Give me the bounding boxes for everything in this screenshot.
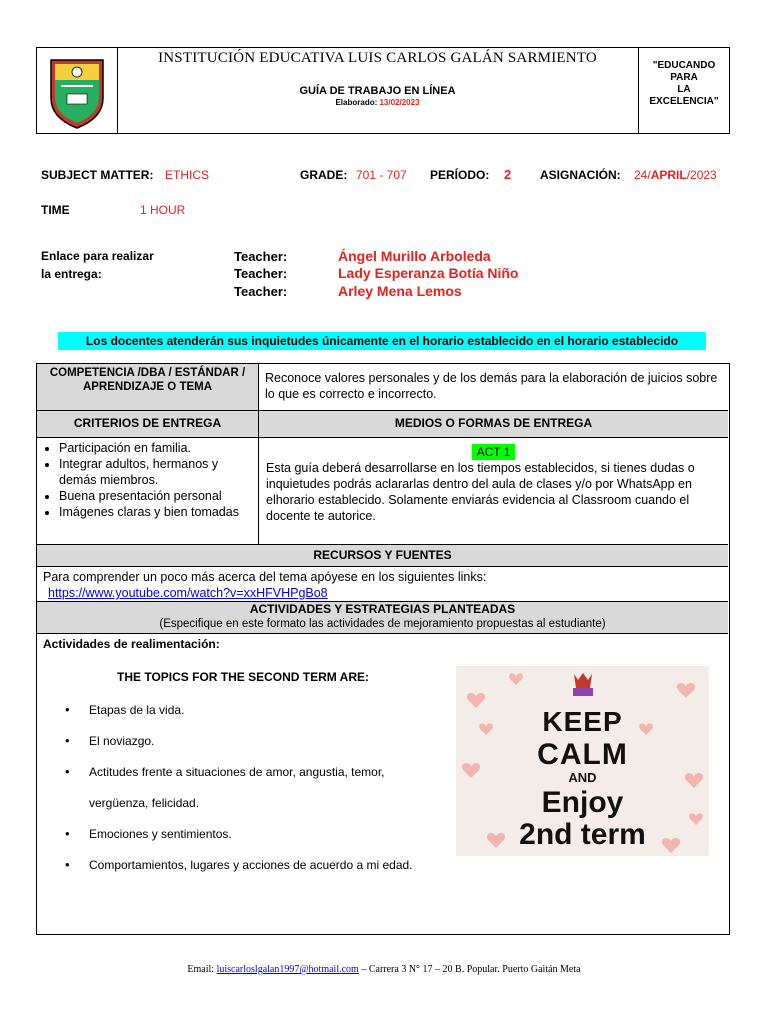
list-item: vergüenza, felicidad. bbox=[89, 796, 200, 810]
act-label-wrap bbox=[266, 444, 721, 460]
poster-line: Enjoy bbox=[541, 786, 624, 819]
schedule-notice: Los docentes atenderán sus inquietudes únicamente en el horario establecido en el horario establecido bbox=[58, 332, 706, 350]
teacher-label: Teacher: bbox=[234, 266, 288, 281]
competencia-header: COMPETENCIA /DBA / ESTÁNDAR / APRENDIZAJE O TEMA bbox=[37, 364, 258, 410]
teacher-name: Lady Esperanza Botía Niño bbox=[338, 265, 519, 281]
school-shield-logo bbox=[37, 48, 117, 135]
email-label: Email: bbox=[187, 964, 215, 975]
document-header bbox=[36, 47, 730, 134]
address-text: – Carrera 3 N° 17 – 20 B. Popular. Puerto Gaitán Meta bbox=[358, 964, 581, 975]
grade-label: GRADE: bbox=[300, 168, 348, 182]
poster-line: CALM bbox=[537, 738, 628, 771]
recursos-text: Para comprender un poco más acerca del tema apóyese en los siguientes links: bbox=[43, 570, 487, 584]
medios-text: Esta guía deberá desarrollarse en los tiempos establecidos, si tienes dudas o inquietudes podrás aclararlas dentro del aula de clases y/o por WhatsApp en elhorario establecido. Solamente enviarás evidencia al Classroom cuando el docente te autorice. bbox=[266, 461, 695, 523]
elaborated-label: Elaborado: bbox=[335, 98, 378, 107]
list-item: • Buena presentación personal bbox=[59, 488, 258, 504]
act-label: ACT 1 bbox=[472, 444, 516, 460]
poster-line: AND bbox=[568, 770, 597, 785]
list-item: • El noviazgo. bbox=[37, 733, 457, 764]
recursos-cell bbox=[37, 566, 728, 601]
criterios-list-cell bbox=[37, 437, 258, 544]
teacher-name: Arley Mena Lemos bbox=[338, 283, 462, 299]
period-label: PERÍODO: bbox=[430, 168, 490, 182]
criterios-header: CRITERIOS DE ENTREGA bbox=[37, 410, 258, 437]
list-item: • Emociones y sentimientos. bbox=[37, 826, 457, 857]
recursos-header: RECURSOS Y FUENTES bbox=[37, 544, 728, 566]
guide-title: GUÍA DE TRABAJO EN LÍNEA bbox=[299, 85, 456, 97]
motto-line: PARA bbox=[670, 72, 698, 83]
list-item: • Etapas de la vida. bbox=[37, 702, 457, 733]
teacher-label: Teacher: bbox=[234, 284, 288, 299]
elaborated-date: 13/02/2023 bbox=[379, 98, 420, 107]
header-center bbox=[118, 48, 637, 133]
poster-line: 2nd term bbox=[519, 818, 646, 851]
realimentacion-label: Actividades de realimentación: bbox=[43, 637, 220, 651]
delivery-link-label: Enlace para realizar bbox=[41, 249, 154, 263]
subject-value: ETHICS bbox=[165, 168, 210, 182]
assignment-year: /2023 bbox=[686, 168, 717, 182]
period-value: 2 bbox=[504, 167, 512, 182]
keep-calm-poster bbox=[456, 666, 709, 856]
institution-name: INSTITUCIÓN EDUCATIVA LUIS CARLOS GALÁN SARMIENTO bbox=[158, 50, 597, 66]
actividades-header: ACTIVIDADES Y ESTRATEGIAS PLANTEADAS bbox=[249, 602, 516, 616]
delivery-link-label-2: la entrega: bbox=[41, 267, 102, 281]
medios-cell bbox=[258, 437, 728, 544]
teacher-name: Ángel Murillo Arboleda bbox=[338, 248, 491, 264]
actividades-subheader: (Especifique en este formato las actividades de mejoramiento propuestas al estudiante) bbox=[159, 618, 606, 630]
assignment-day: 24/ bbox=[634, 168, 651, 182]
competencia-text: Reconoce valores personales y de los demás para la elaboración de juicios sobre lo que es correcto e incorrecto. bbox=[258, 364, 728, 410]
topics-list bbox=[37, 702, 457, 888]
topics-title: THE TOPICS FOR THE SECOND TERM ARE: bbox=[117, 670, 370, 684]
criterios-list bbox=[37, 440, 258, 520]
motto-line: "EDUCANDO bbox=[652, 60, 716, 71]
assignment-date bbox=[634, 168, 717, 182]
motto-line: EXCELENCIA" bbox=[649, 96, 719, 107]
school-logo-cell bbox=[37, 48, 118, 133]
motto-line: LA bbox=[677, 84, 691, 95]
list-item: • Actitudes frente a situaciones de amor, angustia, temor, bbox=[37, 764, 457, 795]
medios-header: MEDIOS O FORMAS DE ENTREGA bbox=[258, 410, 728, 437]
youtube-link[interactable]: https://www.youtube.com/watch?v=xxHFVHPgBo8 bbox=[48, 586, 328, 600]
footer bbox=[0, 964, 768, 975]
school-motto bbox=[638, 48, 729, 133]
actividades-header-cell bbox=[37, 601, 728, 633]
time-value: 1 HOUR bbox=[140, 203, 186, 217]
teacher-label: Teacher: bbox=[234, 249, 288, 264]
list-item: • Imágenes claras y bien tomadas bbox=[59, 504, 258, 520]
time-label: TIME bbox=[41, 203, 70, 217]
list-item: • Participación en familia. bbox=[59, 440, 258, 456]
subject-label: SUBJECT MATTER: bbox=[41, 168, 154, 182]
elaborated-line bbox=[118, 98, 637, 107]
assignment-month: APRIL bbox=[650, 168, 687, 182]
assignment-label: ASIGNACIÓN: bbox=[540, 168, 621, 182]
crown-icon bbox=[573, 673, 593, 696]
poster-line: KEEP bbox=[542, 706, 623, 737]
list-item: • Integrar adultos, hermanos y demás miembros. bbox=[59, 456, 258, 488]
grade-value: 701 - 707 bbox=[356, 168, 407, 182]
email-link[interactable]: luiscarloslgalan1997@hotmail.com bbox=[216, 964, 359, 975]
list-item: • Comportamientos, lugares y acciones de acuerdo a mi edad. bbox=[37, 857, 457, 888]
